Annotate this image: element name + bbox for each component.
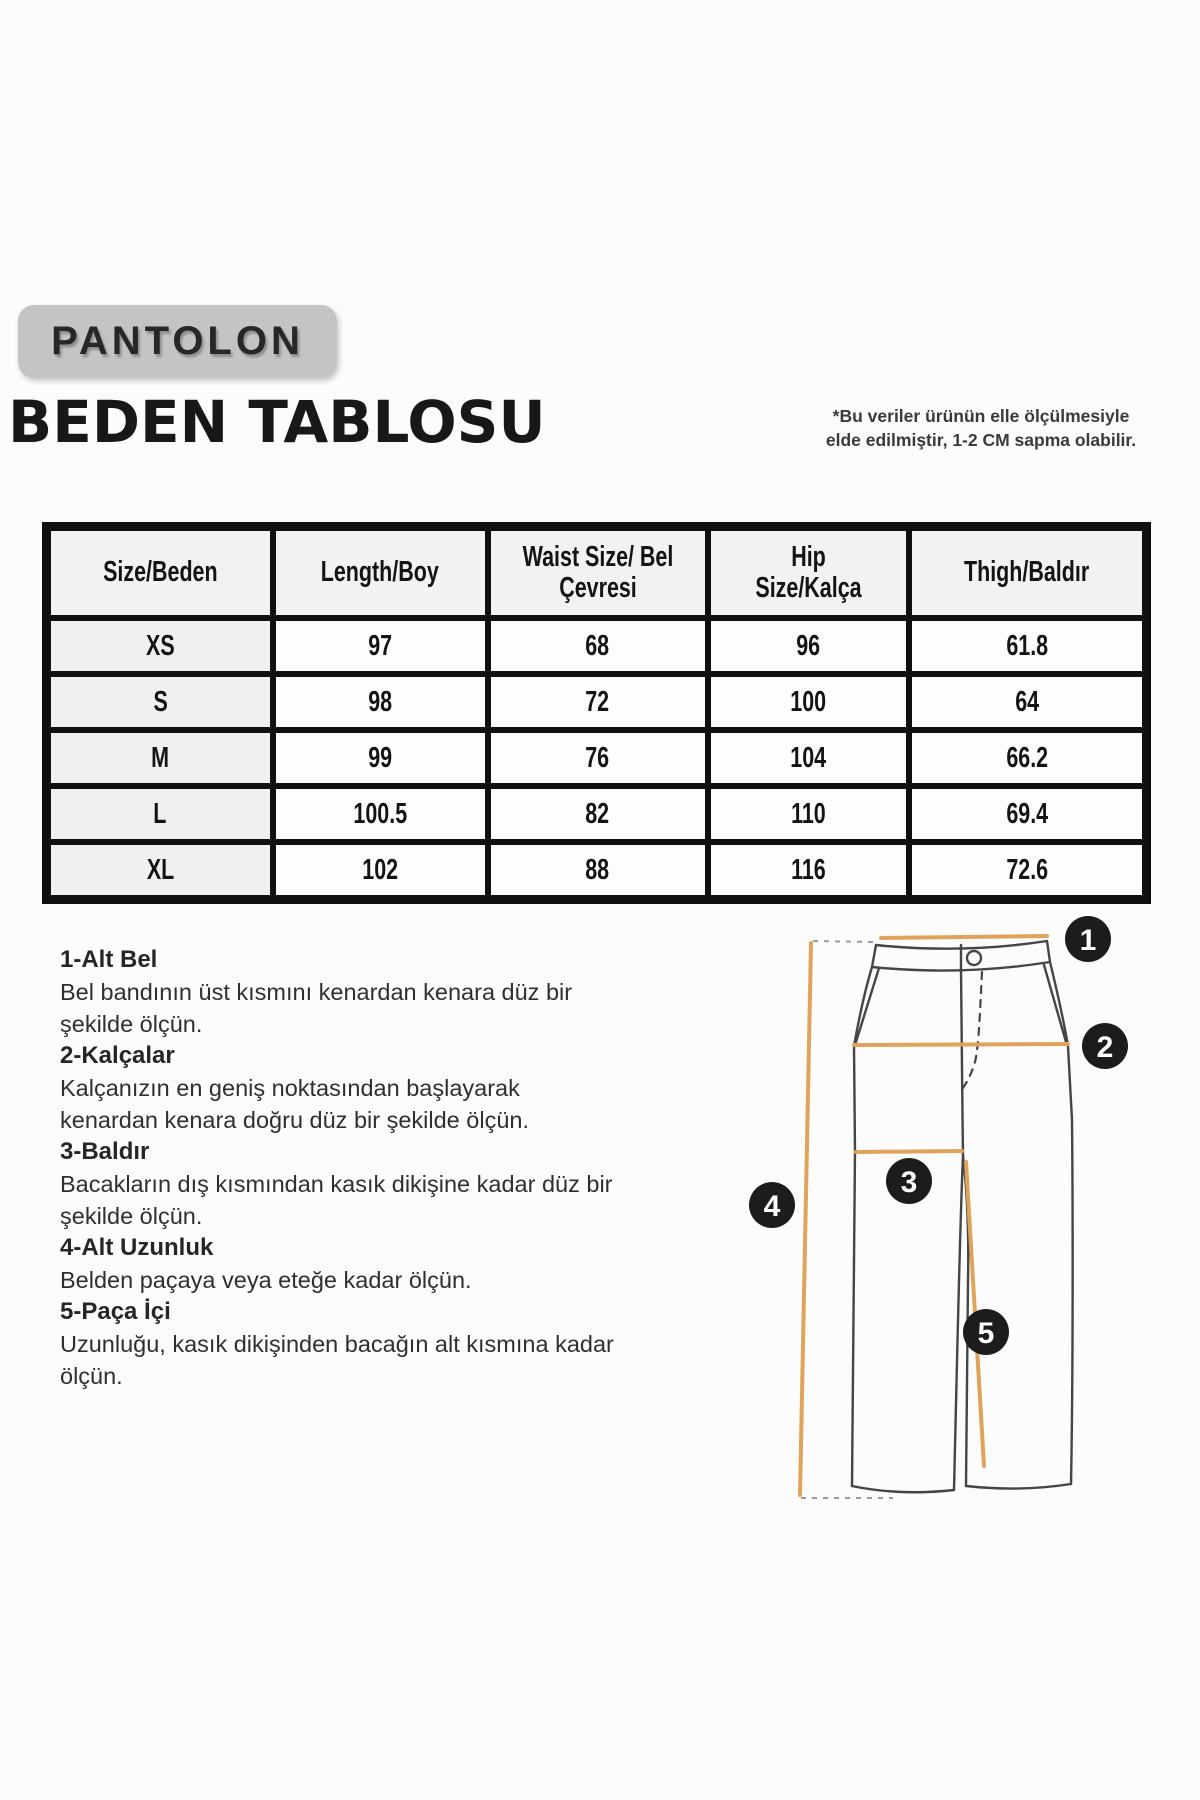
guide-dashes: [801, 941, 893, 1498]
value-cell: 68: [488, 618, 708, 674]
measurement-lines: [800, 936, 1068, 1495]
instruction-body: Belden paçaya veya eteğe kadar ölçün.: [60, 1267, 472, 1293]
hip-measure-line: [854, 1044, 1068, 1045]
svg-text:1: 1: [1079, 924, 1097, 957]
value-cell: 104: [708, 730, 909, 786]
category-badge-label: PANTOLON: [51, 319, 304, 363]
pants-measurement-diagram: [700, 895, 1170, 1535]
table-row-xs: [47, 618, 1147, 674]
size-cell: S: [47, 674, 273, 730]
thigh-measure-line: [856, 1151, 962, 1152]
value-cell: 110: [708, 786, 909, 842]
value-cell: 98: [273, 674, 488, 730]
svg-text:4: 4: [763, 1190, 781, 1223]
value-cell: 102: [273, 842, 488, 900]
size-table: [42, 522, 1151, 904]
category-badge: [18, 305, 337, 378]
instruction-section: [60, 944, 620, 1040]
table-row-m: [47, 730, 1147, 786]
col-header-length: Length/Boy: [273, 527, 488, 619]
value-cell: 99: [273, 730, 488, 786]
marker-5: [963, 1309, 1009, 1355]
value-cell: 69.4: [909, 786, 1147, 842]
value-cell: 88: [488, 842, 708, 900]
value-cell: 96: [708, 618, 909, 674]
value-cell: 66.2: [909, 730, 1147, 786]
instruction-title: 3-Baldır: [60, 1138, 150, 1165]
instruction-title: 1-Alt Bel: [60, 946, 158, 973]
instruction-title: 5-Paça İçi: [60, 1298, 171, 1325]
button-icon: [967, 951, 981, 965]
instruction-section: [60, 1040, 620, 1136]
value-cell: 64: [909, 674, 1147, 730]
instruction-body: Kalçanızın en geniş noktasından başlayarak kenardan kenara doğru düz bir şekilde ölçün.: [60, 1075, 529, 1133]
marker-3: [886, 1158, 932, 1204]
pants-outline: [852, 941, 1073, 1492]
measurement-disclaimer: *Bu veriler ürünün elle ölçülmesiyle elde edilmiştir, 1-2 CM sapma olabilir.: [825, 406, 1137, 450]
col-header-thigh: Thigh/Baldır: [909, 527, 1147, 619]
instruction-section: [60, 1296, 620, 1392]
value-cell: 100: [708, 674, 909, 730]
value-cell: 82: [488, 786, 708, 842]
instruction-section: [60, 1232, 620, 1296]
length-measure-line: [800, 943, 811, 1495]
svg-text:5: 5: [977, 1317, 995, 1350]
waist-measure-line: [881, 936, 1047, 938]
col-header-size: Size/Beden: [47, 527, 273, 619]
instruction-section: [60, 1136, 620, 1232]
value-cell: 116: [708, 842, 909, 900]
col-header-hip: Hip Size/Kalça: [708, 527, 909, 619]
col-header-waist: Waist Size/ Bel Çevresi: [488, 527, 708, 619]
instruction-body: Uzunluğu, kasık dikişinden bacağın alt kısmına kadar ölçün.: [60, 1331, 614, 1389]
header-row: [47, 527, 1147, 619]
marker-1: [1065, 916, 1111, 962]
value-cell: 61.8: [909, 618, 1147, 674]
instruction-body: Bacakların dış kısmından kasık dikişine kadar düz bir şekilde ölçün.: [60, 1171, 613, 1229]
size-cell: L: [47, 786, 273, 842]
value-cell: 76: [488, 730, 708, 786]
size-cell: XL: [47, 842, 273, 900]
marker-2: [1082, 1023, 1128, 1069]
table-row-l: [47, 786, 1147, 842]
svg-text:3: 3: [900, 1166, 918, 1199]
instruction-title: 2-Kalçalar: [60, 1042, 175, 1069]
svg-text:2: 2: [1096, 1031, 1114, 1064]
table-row-s: [47, 674, 1147, 730]
size-table-header: [47, 527, 1147, 619]
instruction-title: 4-Alt Uzunluk: [60, 1234, 214, 1261]
value-cell: 72: [488, 674, 708, 730]
table-row-xl: [47, 842, 1147, 900]
value-cell: 100.5: [273, 786, 488, 842]
size-table-body: [47, 618, 1147, 900]
marker-4: [749, 1182, 795, 1228]
instruction-body: Bel bandının üst kısmını kenardan kenara düz bir şekilde ölçün.: [60, 979, 573, 1037]
page-title: BEDEN TABLOSU: [8, 388, 546, 456]
size-cell: XS: [47, 618, 273, 674]
value-cell: 97: [273, 618, 488, 674]
value-cell: 72.6: [909, 842, 1147, 900]
size-cell: M: [47, 730, 273, 786]
measurement-instructions: [60, 944, 620, 1392]
